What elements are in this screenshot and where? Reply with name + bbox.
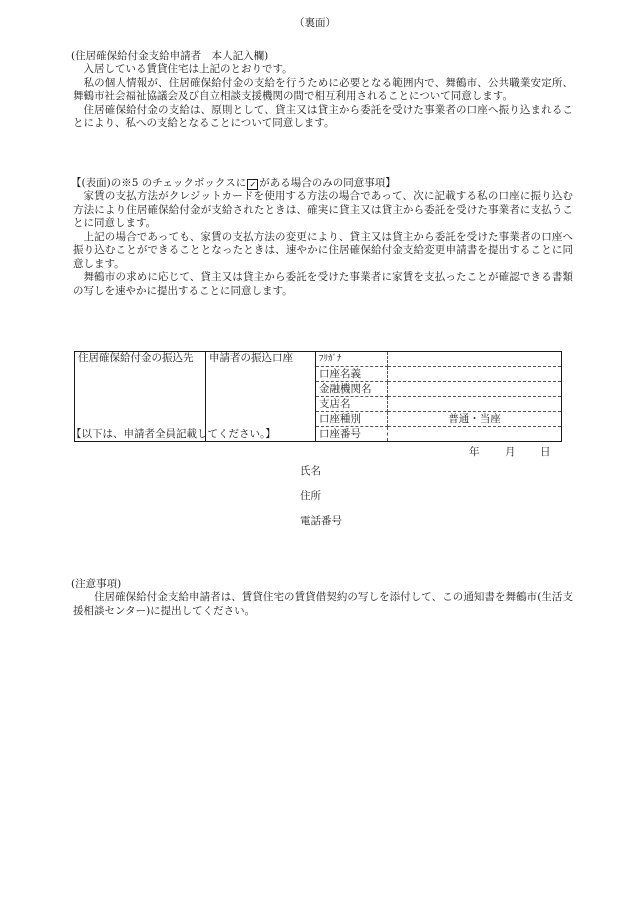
consent-paragraph: 舞鶴市の求めに応じて、貸主又は貸主から委託を受けた事業者に家賃を支払ったことが確認できる書類の写しを速やかに提出することに同意します。: [73, 271, 573, 297]
consent-paragraph: 上記の場合であっても、家賃の支払方法の変更により、貸主又は貸主から委託を受けた事業者の口座へ振り込むことができることとなったときは、速やかに住居確保給付金支給変更申請書を提出することに同意します。: [73, 230, 573, 270]
signature-heading: 【以下は、申請者全員記載してください。】: [71, 428, 276, 440]
field-label: 支店名: [316, 397, 388, 412]
applicant-heading: (住居確保給付金支給申請者 本人記入欄): [71, 50, 269, 62]
date-day-label: 日: [540, 446, 551, 458]
consent-heading-before: 【(表面)の※5 のチェックボックスに: [71, 177, 247, 189]
applicant-paragraph: 住居確保給付金の支給は、原則として、貸主又は貸主から委託を受けた事業者の口座へ振り込まれることにより、私への支給となることについて同意します。: [73, 103, 573, 130]
applicant-paragraph: 私の個人情報が、住居確保給付金の支給を行うために必要となる範囲内で、舞鶴市、公共職業安定所、舞鶴市社会福祉協議会及び自立相談支援機関の間で相互利用されることについて同意します。: [73, 76, 573, 103]
applicant-paragraph: 入居している賃貸住宅は上記のとおりです。: [83, 63, 293, 76]
consent-section: [73, 177, 573, 298]
table-row: [316, 367, 561, 382]
table-row: [316, 397, 561, 412]
bank-table-col1: 住居確保給付金の振込先: [75, 352, 206, 442]
table-row: [316, 427, 561, 442]
notes-text: 住居確保給付金支給申請者は、賃貸住宅の賃貸借契約の写しを添付して、この通知書を舞鶴市(生活支援相談センター)に提出してください。: [73, 591, 573, 617]
notes-section: [73, 578, 573, 618]
table-row: [316, 352, 561, 367]
field-label: 金融機関名: [316, 382, 388, 397]
field-label: 口座種別: [316, 412, 388, 427]
table-row: [316, 382, 561, 397]
date-month-label: 月: [505, 446, 516, 458]
bank-name-field[interactable]: [388, 382, 562, 397]
table-row: [316, 412, 561, 427]
furigana-field[interactable]: [388, 352, 562, 367]
field-label: 口座名義: [316, 367, 388, 382]
consent-paragraph: 家賃の支払方法がクレジットカードを使用する方法の場合であって、次に記載する私の口座に振り込む方法により住居確保給付金が支給されたときは、確実に貸主又は貸主から委託を受けた事業者に支払うことに同意します。: [73, 190, 573, 230]
notes-heading: (注意事項): [71, 578, 122, 590]
checkbox-icon: ✓: [247, 179, 258, 190]
consent-heading: [71, 177, 573, 190]
page-title: （裏面）: [294, 17, 336, 29]
consent-heading-after: がある場合のみの同意事項】: [259, 177, 396, 189]
bank-fields: [316, 352, 561, 441]
applicant-section: [73, 50, 573, 131]
bank-table-col2: 申請者の振込口座: [206, 352, 316, 442]
bank-fields-cell: [316, 352, 562, 442]
phone-label: 電話番号: [300, 515, 342, 527]
branch-name-field[interactable]: [388, 397, 562, 412]
date-year-label: 年: [469, 446, 480, 458]
address-label: 住所: [300, 490, 321, 502]
account-holder-field[interactable]: [388, 367, 562, 382]
name-label: 氏名: [300, 465, 321, 477]
field-label: 口座番号: [316, 427, 388, 442]
field-label: ﾌﾘｶﾞﾅ: [316, 352, 388, 367]
account-type-field[interactable]: 普通・当座: [388, 412, 562, 427]
account-number-field[interactable]: [388, 427, 562, 442]
